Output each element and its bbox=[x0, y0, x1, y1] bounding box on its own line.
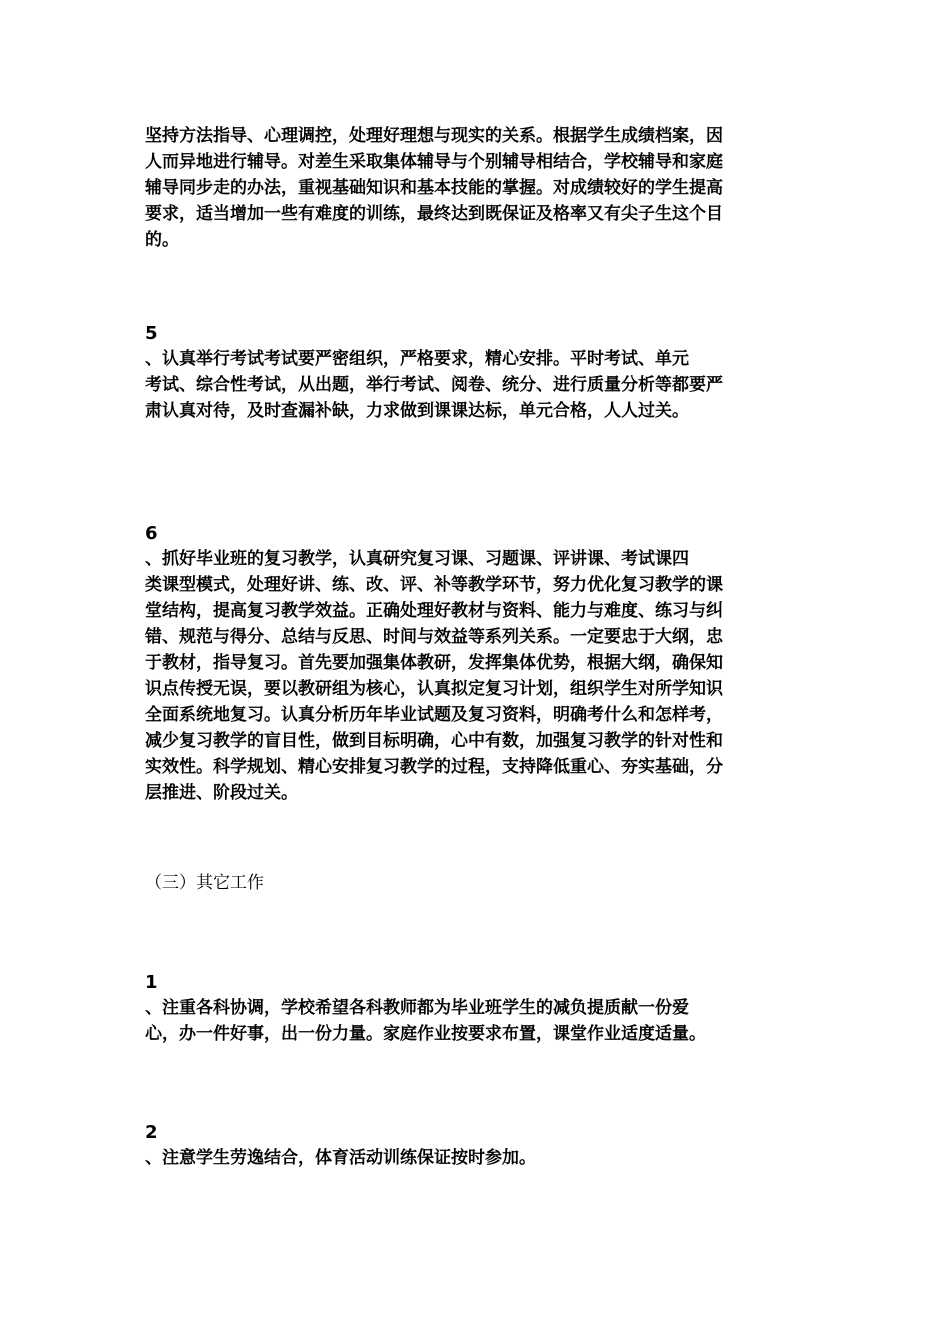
item-number: 6 bbox=[145, 523, 158, 544]
item-number: 5 bbox=[145, 323, 158, 344]
paragraph-line: 的。 bbox=[145, 230, 179, 250]
item-number: 1 bbox=[145, 972, 158, 993]
paragraph-line: 肃认真对待，及时查漏补缺，力求做到课课达标，单元合格，人人过关。 bbox=[145, 401, 689, 421]
intro-paragraph bbox=[145, 123, 810, 253]
paragraph-line: 辅导同步走的办法，重视基础知识和基本技能的掌握。对成绩较好的学生提高 bbox=[145, 178, 723, 198]
paragraph-line: 识点传授无误，要以教研组为核心，认真拟定复习计划，组织学生对所学知识 bbox=[145, 679, 723, 699]
item-5-paragraph bbox=[145, 346, 810, 424]
paragraph-line: 于教材，指导复习。首先要加强集体教研，发挥集体优势，根据大纲，确保知 bbox=[145, 653, 723, 673]
paragraph-line: 坚持方法指导、心理调控，处理好理想与现实的关系。根据学生成绩档案，因 bbox=[145, 126, 723, 146]
paragraph-line: 层推进、阶段过关。 bbox=[145, 783, 298, 803]
paragraph-line: 人而异地进行辅导。对差生采取集体辅导与个别辅导相结合，学校辅导和家庭 bbox=[145, 152, 723, 172]
paragraph-line: 考试、综合性考试，从出题，举行考试、阅卷、统分、进行质量分析等都要严 bbox=[145, 375, 723, 395]
paragraph-line: 、认真举行考试考试要严密组织，严格要求，精心安排。平时考试、单元 bbox=[145, 349, 689, 369]
section-heading: （三）其它工作 bbox=[145, 873, 264, 893]
paragraph-line: 要求，适当增加一些有难度的训练，最终达到既保证及格率又有尖子生这个目 bbox=[145, 204, 723, 224]
paragraph-line: 堂结构，提高复习教学效益。正确处理好教材与资料、能力与难度、练习与纠 bbox=[145, 601, 723, 621]
item-6-paragraph bbox=[145, 546, 810, 806]
paragraph-line: 全面系统地复习。认真分析历年毕业试题及复习资料，明确考什么和怎样考， bbox=[145, 705, 723, 725]
paragraph-line: 错、规范与得分、总结与反思、时间与效益等系列关系。一定要忠于大纲，忠 bbox=[145, 627, 723, 647]
paragraph-line: 类课型模式，处理好讲、练、改、评、补等教学环节，努力优化复习教学的课 bbox=[145, 575, 723, 595]
paragraph-line: 心，办一件好事，出一份力量。家庭作业按要求布置，课堂作业适度适量。 bbox=[145, 1024, 706, 1044]
paragraph-line: 、注重各科协调，学校希望各科教师都为毕业班学生的减负提质献一份爱 bbox=[145, 998, 689, 1018]
paragraph-line: 实效性。科学规划、精心安排复习教学的过程，支持降低重心、夯实基础，分 bbox=[145, 757, 723, 777]
item-number: 2 bbox=[145, 1122, 158, 1143]
paragraph-line: 减少复习教学的盲目性，做到目标明确，心中有数，加强复习教学的针对性和 bbox=[145, 731, 723, 751]
other-2-paragraph bbox=[145, 1145, 810, 1171]
other-1-paragraph bbox=[145, 995, 810, 1047]
paragraph-line: 、抓好毕业班的复习教学，认真研究复习课、习题课、评讲课、考试课四 bbox=[145, 549, 689, 569]
paragraph-line: 、注意学生劳逸结合，体育活动训练保证按时参加。 bbox=[145, 1148, 536, 1168]
